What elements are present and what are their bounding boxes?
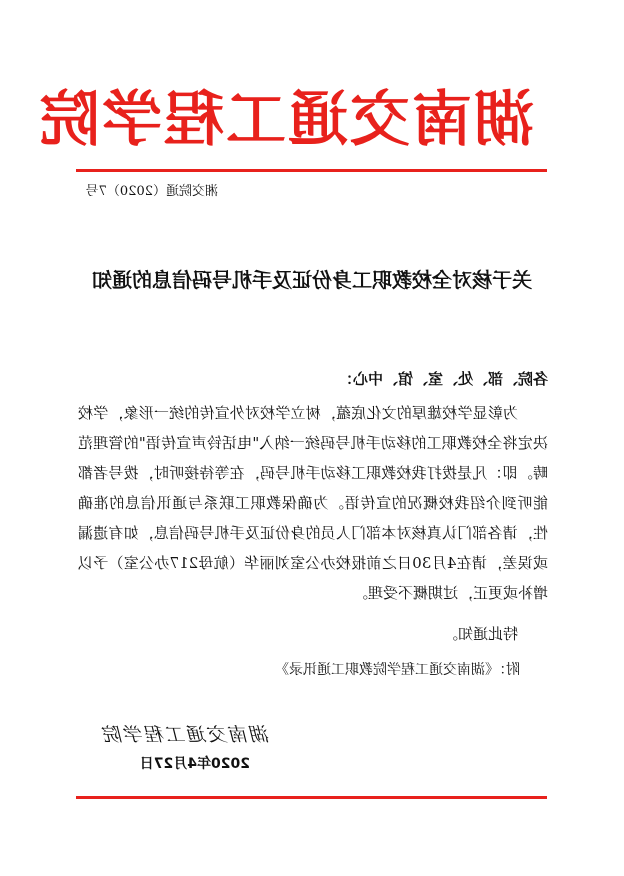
document-number: 湘交院通（2020）7号 bbox=[85, 184, 218, 199]
header-red-divider bbox=[76, 169, 547, 172]
signature-date: 2020年4月27日 bbox=[139, 756, 250, 772]
footer-red-divider bbox=[76, 796, 547, 799]
signature-organization: 湖南交通工程学院 bbox=[101, 724, 270, 746]
salutation: 各院、部、处、室、馆、中心： bbox=[337, 370, 548, 388]
notice-closing: 特此通知。 bbox=[442, 625, 518, 643]
notice-title: 关于核对全校教职工身份证及手机号码信息的通知 bbox=[92, 268, 532, 292]
notice-attachment: 附：《湖南交通工程学院教职工通讯录》 bbox=[275, 662, 520, 678]
notice-body: 为彰显学校雄厚的文化底蕴，树立学校对外宣传的统一形象，学校决定将全校教职工的移动手机号码统一纳入"电话铃声宣传语"的管理范畴。即：凡是拨打我校教职工移动手机号码，在等待接听时，拨号者都能听到介绍我校概况的宣传语。为确保教职工联系与通讯信息的准确性，请各部门认真核对本部门人员的身份证及手机号码信息，如有遗漏或误差，请在4月30日之前报校办公室刘丽华（航母217办公室）予以增补或更正，过期概不受理。 bbox=[78, 404, 548, 602]
institution-header-title: 湖南交通工程学院 bbox=[38, 85, 534, 155]
